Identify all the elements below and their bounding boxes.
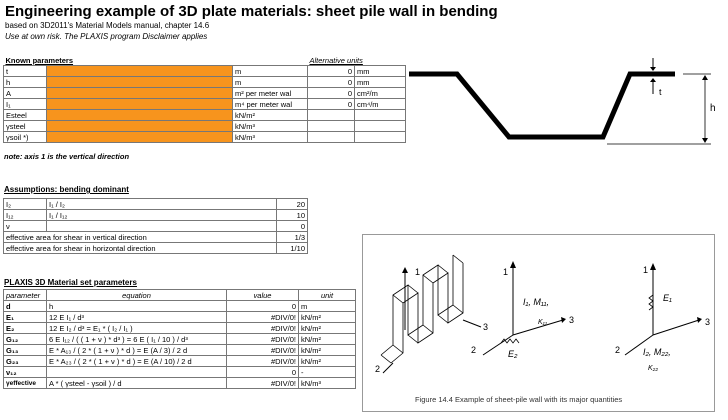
disclaimer: Use at own risk. The PLAXIS program Disclaimer applies	[5, 32, 208, 41]
input-cell-i1[interactable]	[47, 99, 233, 110]
value-cell: #DIV/0!	[227, 312, 299, 323]
column-header: equation	[47, 290, 227, 301]
axis-label-3: 3	[483, 322, 489, 332]
equation-cell: 12 E I₂ / d³ = E₁ * ( I₂ / I₁ )	[47, 323, 227, 334]
unit-cell: m	[233, 66, 308, 77]
axis-label-3: 3	[569, 315, 575, 325]
table-row	[4, 121, 406, 132]
t-arrow-icon	[650, 78, 656, 82]
param-name: I₁₂	[4, 210, 47, 221]
axis-label-1: 1	[415, 267, 421, 277]
k22-label: K₂₂	[648, 365, 659, 372]
formula-cell	[47, 221, 277, 232]
param-name: effective area for shear in vertical direction	[4, 232, 277, 243]
unit-cell: kN/m³	[233, 121, 308, 132]
alt-unit-cell	[355, 121, 406, 132]
table-row	[4, 77, 406, 88]
unit-cell: m	[299, 301, 356, 312]
value-cell: #DIV/0!	[227, 356, 299, 367]
figure-caption: Figure 14.4 Example of sheet-pile wall with its major quantities	[415, 395, 623, 404]
param-name: ν	[4, 221, 47, 232]
value-cell: #DIV/0!	[227, 323, 299, 334]
alt-value-cell: 0	[308, 99, 355, 110]
value-cell[interactable]: 1/3	[277, 232, 308, 243]
alt-value-cell	[308, 121, 355, 132]
alt-unit-cell: mm	[355, 77, 406, 88]
param-name: d	[4, 301, 47, 312]
axis-note: note: axis 1 is the vertical direction	[4, 152, 130, 161]
k11-label: K₁₁	[538, 319, 548, 326]
value-cell: 0	[227, 301, 299, 312]
alt-value-cell	[308, 110, 355, 121]
right-coordinate-system	[625, 263, 702, 355]
value-cell[interactable]: 10	[277, 210, 308, 221]
value-cell: #DIV/0!	[227, 345, 299, 356]
table-row	[4, 210, 308, 221]
arrow-up-icon	[510, 261, 516, 268]
alt-value-cell: 0	[308, 77, 355, 88]
table-row	[4, 378, 356, 389]
formula-cell: I₁ / I₂	[47, 199, 277, 210]
input-cell-gamma-steel[interactable]	[47, 121, 233, 132]
unit-cell: kN/m²	[233, 110, 308, 121]
equation-cell	[47, 367, 227, 378]
arrow-up-icon	[650, 263, 656, 270]
param-name: γsoil *)	[4, 132, 47, 143]
unit-cell: m	[233, 77, 308, 88]
axis-label-1: 1	[503, 267, 509, 277]
table-row	[4, 345, 356, 356]
known-parameters-table	[3, 55, 406, 143]
assumptions-table	[3, 198, 308, 254]
value-cell[interactable]: 20	[277, 199, 308, 210]
input-cell-esteel[interactable]	[47, 110, 233, 121]
input-cell-a[interactable]	[47, 88, 233, 99]
axis-label-3: 3	[705, 317, 711, 327]
table-header-row	[4, 290, 356, 301]
table-row	[4, 99, 406, 110]
table-row	[4, 356, 356, 367]
arrow-up-icon	[402, 267, 408, 273]
param-name: ν₁₂	[4, 367, 47, 378]
equation-cell: 6 E I₁₂ / ( ( 1 + ν ) * d³ ) = 6 E ( I₁ / 10 ) / d³	[47, 334, 227, 345]
material-title: PLAXIS 3D Material set parameters	[4, 278, 137, 287]
alt-value-cell: 0	[308, 88, 355, 99]
param-name: E₂	[4, 323, 47, 334]
param-name: G₂₃	[4, 356, 47, 367]
param-name: G₁₂	[4, 334, 47, 345]
sheet-pile-3d	[381, 255, 463, 363]
figure-sheet-pile-wall	[362, 234, 715, 412]
table-row	[4, 367, 356, 378]
table-row	[4, 110, 406, 121]
unit-cell: kN/m²	[299, 312, 356, 323]
t-arrow-icon	[650, 67, 656, 71]
spring-icon	[649, 295, 653, 310]
formula-cell: I₁ / I₁₂	[47, 210, 277, 221]
alt-unit-cell: cm⁴/m	[355, 99, 406, 110]
e1-label: E₁	[663, 293, 672, 303]
figure-drawing	[363, 235, 714, 411]
alt-unit-cell	[355, 132, 406, 143]
h-arrow-icon	[702, 75, 708, 80]
axis-label-2: 2	[615, 345, 621, 355]
equation-cell: 12 E I₁ / d³	[47, 312, 227, 323]
profile-line	[409, 74, 675, 137]
value-cell[interactable]: 1/10	[277, 243, 308, 254]
unit-cell: m² per meter wal	[233, 88, 308, 99]
axis-2-left	[383, 363, 393, 373]
page-title: Engineering example of 3D plate materials: sheet pile wall in bending	[5, 3, 498, 20]
equation-cell: A * ( γsteel - γsoil ) / d	[47, 378, 227, 389]
value-cell[interactable]: 0	[277, 221, 308, 232]
assumptions-title: Assumptions: bending dominant	[4, 185, 129, 194]
i2-m22-label: I₂, M₂₂,	[643, 347, 671, 357]
equation-cell: h	[47, 301, 227, 312]
column-header: unit	[299, 290, 356, 301]
source-line: based on 3D2011's Material Models manual, chapter 14.6	[5, 21, 210, 30]
table-row	[4, 132, 406, 143]
axis-3-left	[463, 320, 481, 327]
input-cell-h[interactable]	[47, 77, 233, 88]
table-row	[4, 221, 308, 232]
param-name: E₁	[4, 312, 47, 323]
equation-cell: E * A₂₃ / ( 2 * ( 1 + ν ) * d ) = E (A / 10) / 2 d	[47, 356, 227, 367]
table-row	[4, 323, 356, 334]
sheet-pile-profile-drawing	[405, 52, 723, 162]
param-name: I₁	[4, 99, 47, 110]
unit-cell: m⁴ per meter wal	[233, 99, 308, 110]
column-header: value	[227, 290, 299, 301]
value-cell: #DIV/0!	[227, 378, 299, 389]
param-name: I₂	[4, 199, 47, 210]
unit-cell: kN/m²	[299, 323, 356, 334]
table-row	[4, 243, 308, 254]
alt-value-cell	[308, 132, 355, 143]
t-label: t	[659, 87, 662, 97]
alt-unit-cell: cm²/m	[355, 88, 406, 99]
param-name: h	[4, 77, 47, 88]
table-row	[4, 301, 356, 312]
alt-value-cell: 0	[308, 66, 355, 77]
param-name: effective area for shear in horizontal direction	[4, 243, 277, 254]
param-name: G₁₃	[4, 345, 47, 356]
param-name: γeffective	[4, 378, 47, 389]
material-table	[3, 289, 356, 389]
table-row	[4, 199, 308, 210]
alt-unit-cell: mm	[355, 66, 406, 77]
unit-cell: kN/m²	[299, 345, 356, 356]
e2-label: E₂	[508, 349, 518, 359]
table-row	[4, 232, 308, 243]
h-arrow-icon	[702, 138, 708, 143]
value-cell: 0	[227, 367, 299, 378]
table-row	[4, 312, 356, 323]
param-name: t	[4, 66, 47, 77]
known-parameters-title: Known parameters	[5, 55, 74, 65]
equation-cell: E * A₁₃ / ( 2 * ( 1 + ν ) * d ) = E (A / 3) / 2 d	[47, 345, 227, 356]
column-header: parameter	[4, 290, 47, 301]
axis-label-1: 1	[643, 265, 649, 275]
table-row	[4, 88, 406, 99]
unit-cell: kN/m²	[299, 334, 356, 345]
alt-unit-cell	[355, 110, 406, 121]
unit-cell: kN/m²	[299, 356, 356, 367]
unit-cell: -	[299, 367, 356, 378]
unit-cell: kN/m³	[233, 132, 308, 143]
table-row	[4, 334, 356, 345]
unit-cell: kN/m³	[299, 378, 356, 389]
middle-coordinate-system	[483, 261, 566, 355]
table-row	[4, 66, 406, 77]
axis-label-2: 2	[471, 345, 477, 355]
value-cell: #DIV/0!	[227, 334, 299, 345]
input-cell-t[interactable]	[47, 66, 233, 77]
alternative-units-title: Alternative units	[309, 55, 363, 65]
arrow-right-icon	[561, 317, 566, 323]
param-name: A	[4, 88, 47, 99]
axis-label-2: 2	[375, 364, 381, 374]
h-label: h	[710, 103, 716, 114]
param-name: γsteel	[4, 121, 47, 132]
param-name: Esteel	[4, 110, 47, 121]
i1-m11-label: I₁, M₁₁,	[523, 297, 550, 307]
input-cell-gamma-soil[interactable]	[47, 132, 233, 143]
arrow-right-icon	[697, 317, 702, 323]
